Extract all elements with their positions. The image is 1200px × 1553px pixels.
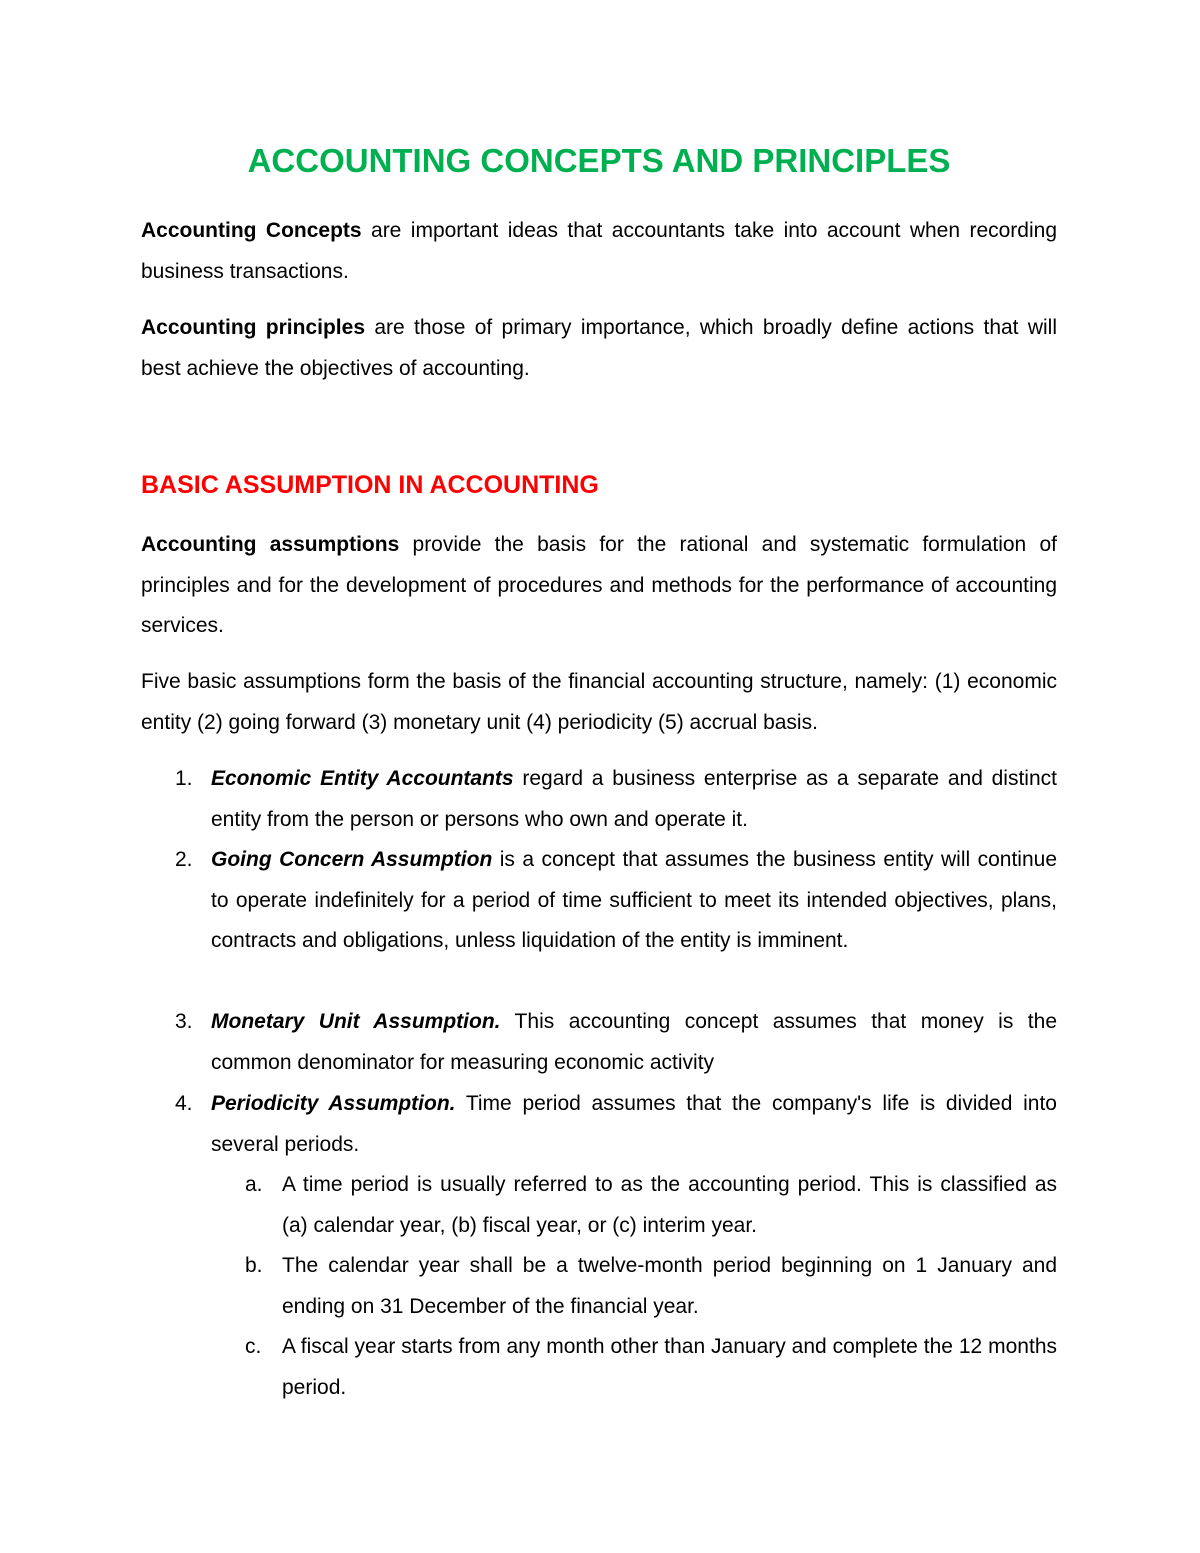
list-item <box>175 1002 1058 1083</box>
list-item-term: Periodicity Assumption. <box>211 1092 456 1115</box>
intro-concepts-paragraph <box>141 211 1057 292</box>
list-item-text: This accounting concept assumes that money is the common denominator for measuring economic activity <box>211 1010 1058 1074</box>
sub-list-item-letter: b. <box>245 1254 263 1277</box>
intro-principles-paragraph <box>141 308 1057 389</box>
list-item-number: 4. <box>175 1092 193 1115</box>
document-title: ACCOUNTING CONCEPTS AND PRINCIPLES <box>247 142 951 179</box>
assumptions-definition-paragraph <box>141 525 1057 647</box>
assumptions-summary-paragraph: Five basic assumptions form the basis of the financial accounting structure, namely: (1) economic entity (2) going forward (3) monetary unit (4) periodicity (5) accrual basis. <box>141 670 1057 734</box>
sub-list-item-letter: a. <box>245 1173 263 1196</box>
intro-principles-term: Accounting principles <box>141 316 366 339</box>
list-item-number: 2. <box>175 848 193 871</box>
sub-list-item <box>245 1165 1057 1246</box>
list-item-term: Going Concern Assumption <box>211 848 493 871</box>
list-item <box>175 759 1057 840</box>
sub-list-item <box>245 1246 1057 1327</box>
assumptions-definition-text: provide the basis for the rational and systematic formulation of principles and for the development of procedures and methods for the performance of accounting services. <box>141 533 1057 637</box>
list-item-number: 3. <box>175 1010 193 1033</box>
assumptions-definition-term: Accounting assumptions <box>141 533 400 556</box>
sub-list-item <box>245 1327 1057 1408</box>
list-item <box>175 1084 1057 1165</box>
intro-principles-text: are those of primary importance, which broadly define actions that will best achieve the objectives of accounting. <box>141 316 1057 380</box>
list-item <box>175 840 1057 962</box>
sub-list-item-letter: c. <box>245 1335 262 1358</box>
intro-concepts-term: Accounting Concepts <box>141 219 362 242</box>
list-item-text: Time period assumes that the company's life is divided into several periods. <box>211 1092 1057 1156</box>
intro-concepts-text: are important ideas that accountants take into account when recording business transactions. <box>141 219 1057 283</box>
sub-list-item-text: A fiscal year starts from any month other than January and complete the 12 months period. <box>282 1335 1057 1399</box>
list-item-term: Monetary Unit Assumption. <box>211 1010 501 1033</box>
list-item-number: 1. <box>175 767 193 790</box>
sub-list-item-text: A time period is usually referred to as the accounting period. This is classified as (a) calendar year, (b) fiscal year, or (c) interim year. <box>282 1173 1057 1237</box>
list-item-text: regard a business enterprise as a separate and distinct entity from the person or persons who own and operate it. <box>211 767 1057 831</box>
section-heading: BASIC ASSUMPTION IN ACCOUNTING <box>141 471 599 499</box>
sub-list-item-text: The calendar year shall be a twelve-month period beginning on 1 January and ending on 31 December of the financial year. <box>282 1254 1057 1318</box>
list-item-text: is a concept that assumes the business entity will continue to operate indefinitely for a period of time sufficient to meet its intended objectives, plans, contracts and obligations, unless liquidation of the entity is imminent. <box>211 848 1057 952</box>
list-item-term: Economic Entity Accountants <box>211 767 514 790</box>
